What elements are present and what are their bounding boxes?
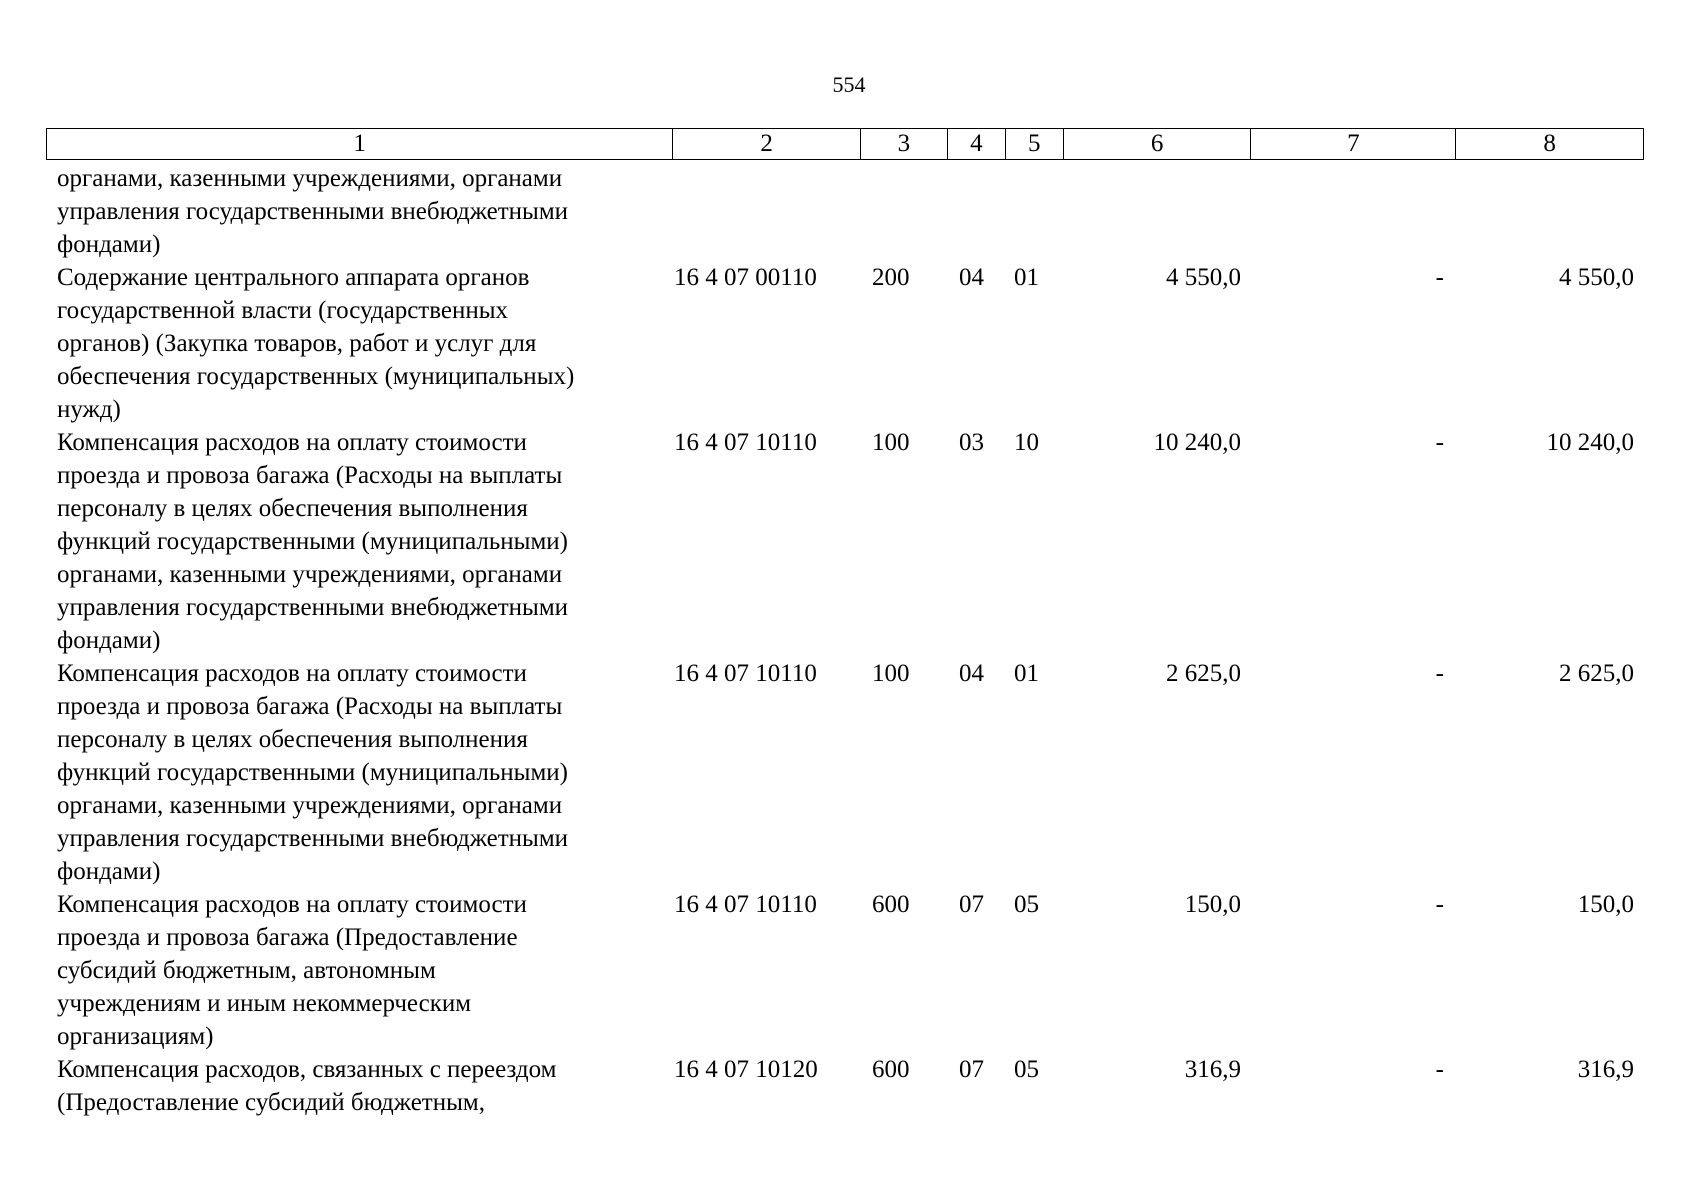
- change-cell: -: [1435, 264, 1444, 291]
- description-cell: [46, 1053, 672, 1119]
- budget-code-cell: 16 4 07 10110: [674, 891, 817, 918]
- description-line: Компенсация расходов, связанных с переездом: [57, 1056, 557, 1083]
- column-header-4: 4: [947, 129, 1005, 159]
- description-cell: [46, 426, 672, 657]
- description-line: нужд): [57, 396, 121, 423]
- description-cell: [46, 888, 672, 1053]
- description-line: государственной власти (государственных: [57, 297, 509, 324]
- change-cell: -: [1435, 660, 1444, 687]
- table-body: [46, 162, 1644, 1119]
- amount-cell: 150,0: [1184, 891, 1241, 918]
- amount-cell: 316,9: [1184, 1056, 1241, 1083]
- column-header-7: 7: [1250, 129, 1455, 159]
- change-cell: -: [1435, 891, 1444, 918]
- description-line: функций государственными (муниципальными): [57, 759, 568, 786]
- budget-code-cell: 16 4 07 10110: [674, 660, 817, 687]
- description-line: органами, казенными учреждениями, органами: [57, 792, 563, 819]
- description-line: управления государственными внебюджетными: [57, 594, 569, 621]
- budget-code-cell: 16 4 07 10110: [674, 429, 817, 456]
- description-line: обеспечения государственных (муниципальных): [57, 363, 575, 390]
- column-header-3: 3: [860, 129, 947, 159]
- description-line: Компенсация расходов на оплату стоимости: [57, 660, 527, 687]
- table-row: [46, 657, 1644, 888]
- column-header-2: 2: [672, 129, 860, 159]
- section-cell: [947, 162, 1005, 261]
- description-cell: [46, 261, 672, 426]
- table-row: [46, 1053, 1644, 1119]
- total-cell: [1456, 162, 1644, 261]
- budget-code-cell: 16 4 07 10120: [674, 1056, 818, 1083]
- total-cell: 316,9: [1577, 1056, 1634, 1083]
- description-line: фондами): [57, 627, 161, 654]
- section-cell: 04: [959, 660, 984, 687]
- amount-cell: 10 240,0: [1153, 429, 1241, 456]
- subsection-cell: 05: [1014, 1056, 1039, 1083]
- total-cell: 10 240,0: [1546, 429, 1634, 456]
- expense-type-cell: 200: [872, 264, 910, 291]
- table-row: [46, 162, 1644, 261]
- description-line: Компенсация расходов на оплату стоимости: [57, 429, 527, 456]
- expense-type-cell: 100: [872, 660, 910, 687]
- change-cell: -: [1435, 429, 1444, 456]
- amount-cell: 4 550,0: [1166, 264, 1241, 291]
- description-line: персоналу в целях обеспечения выполнения: [57, 495, 528, 522]
- description-cell: [46, 657, 672, 888]
- subsection-cell: 10: [1014, 429, 1039, 456]
- change-cell: -: [1435, 1056, 1444, 1083]
- page-number: 554: [832, 72, 866, 97]
- description-line: фондами): [57, 231, 161, 258]
- subsection-cell: 05: [1014, 891, 1039, 918]
- description-line: органов) (Закупка товаров, работ и услуг для: [57, 330, 537, 357]
- description-line: управления государственными внебюджетными: [57, 198, 569, 225]
- amount-cell: [1063, 162, 1251, 261]
- description-line: субсидий бюджетным, автономным: [57, 957, 436, 984]
- total-cell: 150,0: [1577, 891, 1634, 918]
- description-line: (Предоставление субсидий бюджетным,: [57, 1089, 485, 1116]
- table-header: [46, 128, 1644, 160]
- description-line: проезда и провоза багажа (Предоставление: [57, 924, 518, 951]
- total-cell: 4 550,0: [1559, 264, 1634, 291]
- subsection-cell: 01: [1014, 264, 1039, 291]
- change-cell: [1251, 162, 1456, 261]
- budget-code-cell: 16 4 07 00110: [674, 264, 817, 291]
- description-cell: [46, 162, 672, 261]
- table-row: [46, 426, 1644, 657]
- description-line: проезда и провоза багажа (Расходы на выплаты: [57, 693, 563, 720]
- amount-cell: 2 625,0: [1166, 660, 1241, 687]
- description-line: управления государственными внебюджетными: [57, 825, 569, 852]
- expense-type-cell: 100: [872, 429, 910, 456]
- subsection-cell: [1005, 162, 1063, 261]
- description-line: функций государственными (муниципальными): [57, 528, 568, 555]
- section-cell: 07: [959, 1056, 984, 1083]
- description-line: органами, казенными учреждениями, органами: [57, 165, 563, 192]
- section-cell: 07: [959, 891, 984, 918]
- description-line: Содержание центрального аппарата органов: [57, 264, 530, 291]
- description-line: органами, казенными учреждениями, органами: [57, 561, 563, 588]
- expense-type-cell: [860, 162, 947, 261]
- description-line: учреждениям и иным некоммерческим: [57, 990, 472, 1017]
- subsection-cell: 01: [1014, 660, 1039, 687]
- column-header-6: 6: [1063, 129, 1251, 159]
- column-header-8: 8: [1455, 129, 1643, 159]
- total-cell: 2 625,0: [1559, 660, 1634, 687]
- expense-type-cell: 600: [872, 891, 910, 918]
- column-header-5: 5: [1005, 129, 1063, 159]
- section-cell: 03: [959, 429, 984, 456]
- budget-code-cell: [672, 162, 860, 261]
- description-line: организациям): [57, 1023, 214, 1050]
- description-line: персоналу в целях обеспечения выполнения: [57, 726, 528, 753]
- description-line: фондами): [57, 858, 161, 885]
- description-line: Компенсация расходов на оплату стоимости: [57, 891, 527, 918]
- column-header-1: 1: [353, 130, 366, 157]
- table-row: [46, 888, 1644, 1053]
- description-line: проезда и провоза багажа (Расходы на выплаты: [57, 462, 563, 489]
- expense-type-cell: 600: [872, 1056, 910, 1083]
- section-cell: 04: [959, 264, 984, 291]
- table-row: [46, 261, 1644, 426]
